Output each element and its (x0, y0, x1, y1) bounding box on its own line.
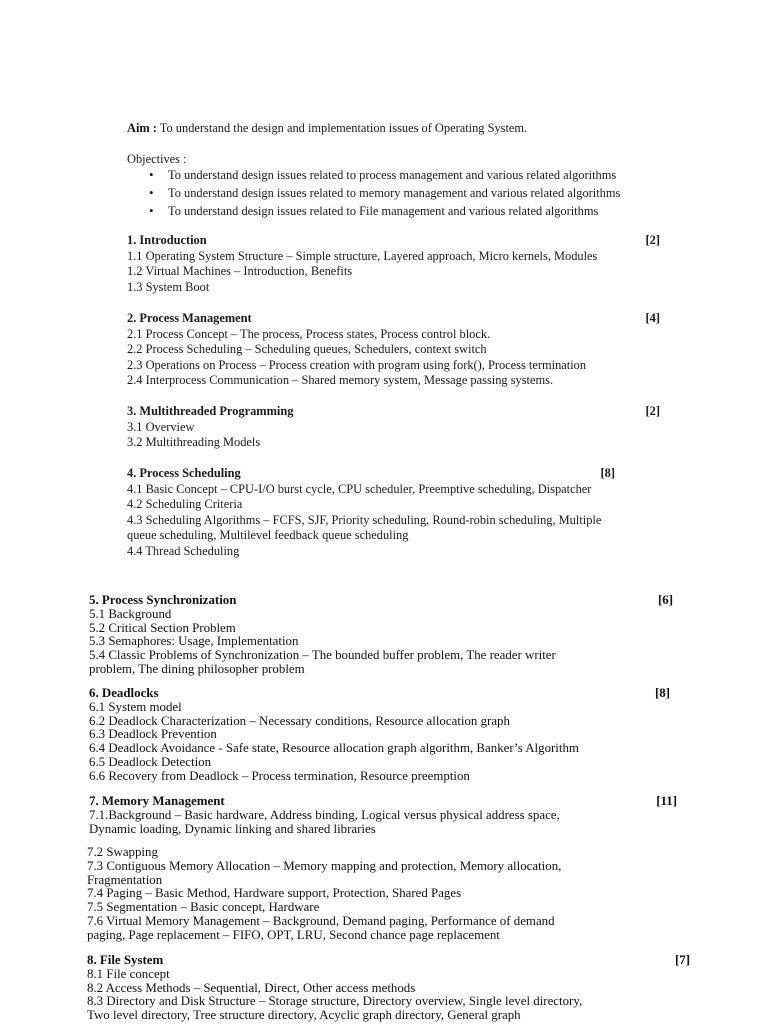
topic-line: 6.1 System model (89, 699, 182, 714)
section-title: 1. Introduction (127, 233, 207, 247)
topic-line: 7.3 Contiguous Memory Allocation – Memory mapping and protection, Memory allocation, (87, 858, 562, 873)
section-deadlocks (89, 687, 675, 784)
topic-line: 8.1 File concept (87, 966, 170, 981)
topic-line: 6.2 Deadlock Characterization – Necessary conditions, Resource allocation graph (89, 713, 510, 728)
topic-line: Two level directory, Tree structure directory, Acyclic graph directory, General graph (87, 1008, 521, 1023)
section-title: 8. File System (87, 953, 164, 967)
aim-text: To understand the design and implementation issues of Operating System. (156, 121, 528, 135)
topic-line: 4.1 Basic Concept – CPU-I/O burst cycle, CPU scheduler, Preemptive scheduling, Dispatcher (127, 481, 592, 496)
topic-line: 4.2 Scheduling Criteria (127, 497, 243, 511)
topic-line: 1.3 System Boot (127, 279, 210, 294)
section-marks: [8] (654, 686, 670, 700)
topic-line: paging, Page replacement – FIFO, OPT, LRU, Second chance page replacement (87, 927, 500, 942)
section-title: 5. Process Synchronization (89, 593, 237, 607)
section-marks: [8] (600, 466, 615, 480)
section-marks: [7] (674, 953, 690, 967)
topic-line: 2.3 Operations on Process – Process creation with program using fork(), Process termination (127, 357, 587, 372)
objective-item: • To understand design issues related to process management and various related algorithms (144, 166, 620, 184)
objective-item: • To understand design issues related to File management and various related algorithms (144, 202, 620, 220)
objectives-list (144, 166, 620, 220)
topic-line: 5.1 Background (89, 606, 172, 621)
topic-line: 3.2 Multithreading Models (127, 435, 261, 449)
section-process-synchronization (89, 594, 675, 677)
topic-line: 4.3 Scheduling Algorithms – FCFS, SJF, Priority scheduling, Round-robin scheduling, Multiple (127, 512, 602, 527)
topic-line: 2.1 Process Concept – The process, Process states, Process control block. (127, 326, 491, 341)
section-file-system (87, 954, 692, 1023)
topic-line: 1.1 Operating System Structure – Simple structure, Layered approach, Micro kernels, Modules (127, 248, 598, 263)
topic-line: 6.3 Deadlock Prevention (89, 727, 217, 742)
topic-line: problem, The dining philosopher problem (89, 661, 305, 676)
topic-line: 5.3 Semaphores: Usage, Implementation (89, 634, 299, 649)
section-marks: [2] (645, 233, 660, 247)
topic-line: 7.2 Swapping (87, 845, 158, 859)
topic-line: Fragmentation (87, 872, 163, 887)
section-marks: [2] (645, 404, 660, 418)
topic-line: 5.2 Critical Section Problem (89, 620, 236, 635)
topic-line: 1.2 Virtual Machines – Introduction, Benefits (127, 264, 353, 278)
objective-item: • To understand design issues related to memory management and various related algorithms (144, 184, 620, 202)
topic-line: 4.4 Thread Scheduling (127, 543, 240, 558)
topic-line: 2.4 Interprocess Communication – Shared memory system, Message passing systems. (127, 373, 554, 387)
section-marks: [4] (645, 311, 660, 325)
topic-line: 6.4 Deadlock Avoidance - Safe state, Resource allocation graph algorithm, Banker’s Algorithm (89, 741, 579, 756)
section-process-management (127, 311, 662, 389)
topic-line: 8.2 Access Methods – Sequential, Direct, Other access methods (87, 980, 416, 995)
topic-line: 7.4 Paging – Basic Method, Hardware support, Protection, Shared Pages (87, 886, 462, 901)
section-title: 7. Memory Management (89, 794, 225, 808)
section-memory-management (89, 795, 679, 836)
aim-line (127, 121, 527, 137)
section-marks: [11] (656, 794, 677, 808)
topic-line: 6.5 Deadlock Detection (89, 754, 212, 769)
topic-line: 7.5 Segmentation – Basic concept, Hardware (87, 900, 320, 915)
topic-line: 7.6 Virtual Memory Management – Background, Demand paging, Performance of demand (87, 913, 555, 928)
section-memory-management-continued (87, 846, 677, 943)
section-marks: [6] (657, 593, 673, 607)
section-title: 2. Process Management (127, 311, 252, 325)
topic-line: 6.6 Recovery from Deadlock – Process termination, Resource preemption (89, 768, 470, 783)
section-title: 3. Multithreaded Programming (127, 404, 294, 418)
topic-line: 3.1 Overview (127, 419, 195, 434)
topic-line: 2.2 Process Scheduling – Scheduling queues, Schedulers, context switch (127, 342, 487, 356)
topic-line: queue scheduling, Multilevel feedback queue scheduling (127, 528, 409, 542)
topic-line: Dynamic loading, Dynamic linking and shared libraries (89, 821, 376, 836)
section-title: 4. Process Scheduling (127, 466, 241, 480)
section-process-scheduling (127, 466, 617, 559)
section-introduction (127, 233, 662, 295)
topic-line: 5.4 Classic Problems of Synchronization – The bounded buffer problem, The reader writer (89, 648, 556, 663)
section-title: 6. Deadlocks (89, 686, 159, 700)
objectives-title: Objectives : (127, 152, 187, 166)
section-multithreaded-programming (127, 404, 662, 451)
aim-label: Aim : (127, 121, 157, 135)
topic-line: 8.3 Directory and Disk Structure – Storage structure, Directory overview, Single level directory, (87, 994, 583, 1009)
topic-line: 7.1.Background – Basic hardware, Address binding, Logical versus physical address space, (89, 807, 560, 822)
